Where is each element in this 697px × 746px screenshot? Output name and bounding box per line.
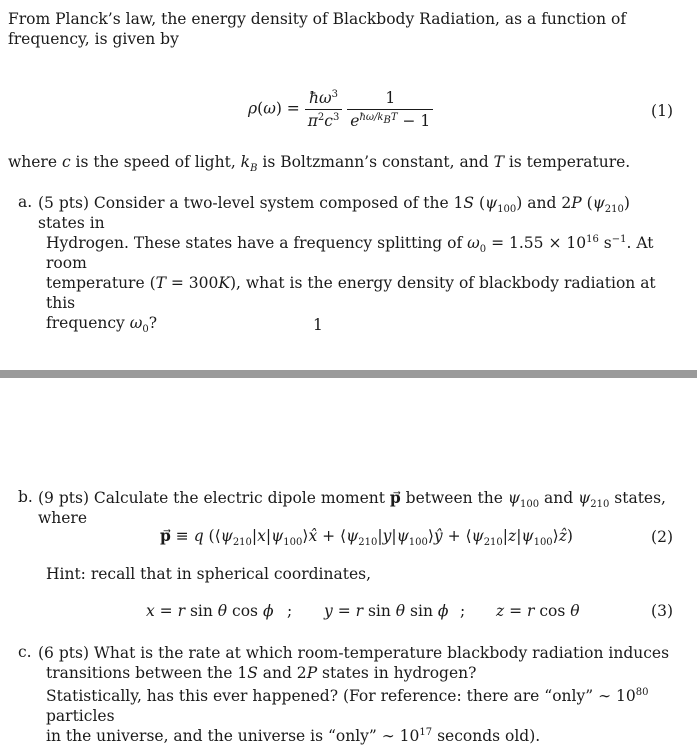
equation-number-2: (2) (651, 528, 673, 546)
fraction-bose-factor: $\frac{1}{e^{ħ\omega/k_BT} - 1}$ (347, 88, 433, 131)
intro-paragraph: From Planck’s law, the energy density of Blackbody Radiation, as a function of frequency, is given by (8, 10, 627, 48)
hint-text: Hint: recall that in spherical coordinates, (46, 565, 372, 583)
item-b-label: b. (18, 488, 33, 506)
equation-number-3: (3) (651, 602, 673, 620)
page-number: 1 (313, 316, 323, 334)
page-separator (0, 370, 697, 378)
fraction-hbar-omega: $\frac{ħ\omega^3}{\pi^2c^3}$ (305, 88, 343, 131)
planck-equation: ρ(ω) = $\frac{ħ\omega^3}{\pi^2c^3}$ $\frac{1}{e^{ħ\omega/k_BT} - 1}$ (248, 88, 433, 131)
page-2: b. (9 pts) Calculate the electric dipole moment p between the $\psi_{100}$ and $\psi_{210}$ states, where p⃗ ≡ q ($⟨\psi_{210}|x|\psi_{100}⟩x̂$ + $⟨\psi_{210}|y|\psi_{100}⟩ŷ$ + $⟨\psi_{210}|z|\psi_{100}⟩ẑ$) (2) Hint: recall that in spherical coordinates, x = r sin θ cos ϕ ; y = r sin θ sin ϕ ; z = r cos θ (3) c. (6 pts) What is the rate at which room-temperature blackbody radiation induces transitions between the 1S and 2P states in hydrogen? Statistically, has this ever happened? (For reference: there are “only” ∼ $10^{80}$ particles in the universe, and the universe is “only” ∼ $10^{17}$ seconds old). (0, 378, 697, 746)
page-1 (0, 0, 697, 370)
where-paragraph: where c is the speed of light, $k_B$ is Boltzmann’s constant, and T is temperature. (8, 153, 631, 175)
item-c-label: c. (18, 643, 32, 661)
item-a-text: (5 pts) Consider a two-level system composed of the 1S $(\psi_{100})$ and 2P $(\psi_{210})$ states in Hydrogen. These states have a frequency splitting of $\omega_0 = 1.55 \times 10^{16}$ $s^{-1}$. At room temperature (T = 300K), what is the energy density of blackbody radiation at this frequency $\omega_0$? (38, 194, 656, 336)
equation-number-1: (1) (651, 102, 673, 120)
item-a-label: a. (18, 193, 33, 211)
item-c-text: (6 pts) What is the rate at which room-temperature blackbody radiation induces transitions between the 1S and 2P states in hydrogen? Statistically, has this ever happened? (For reference: there are “only” ∼ $10^{80}$ particles in the universe, and the universe is “only” ∼ $10^{17}$ seconds old). (38, 644, 670, 745)
dipole-equation: p⃗ ≡ q ($⟨\psi_{210}|x|\psi_{100}⟩x̂$ + $⟨\psi_{210}|y|\psi_{100}⟩ŷ$ + $⟨\psi_{210}|z|\psi_{100}⟩ẑ$) (160, 526, 573, 549)
item-b-text: (9 pts) Calculate the electric dipole moment p between the $\psi_{100}$ and $\psi_{210}$ states, where (38, 488, 666, 527)
